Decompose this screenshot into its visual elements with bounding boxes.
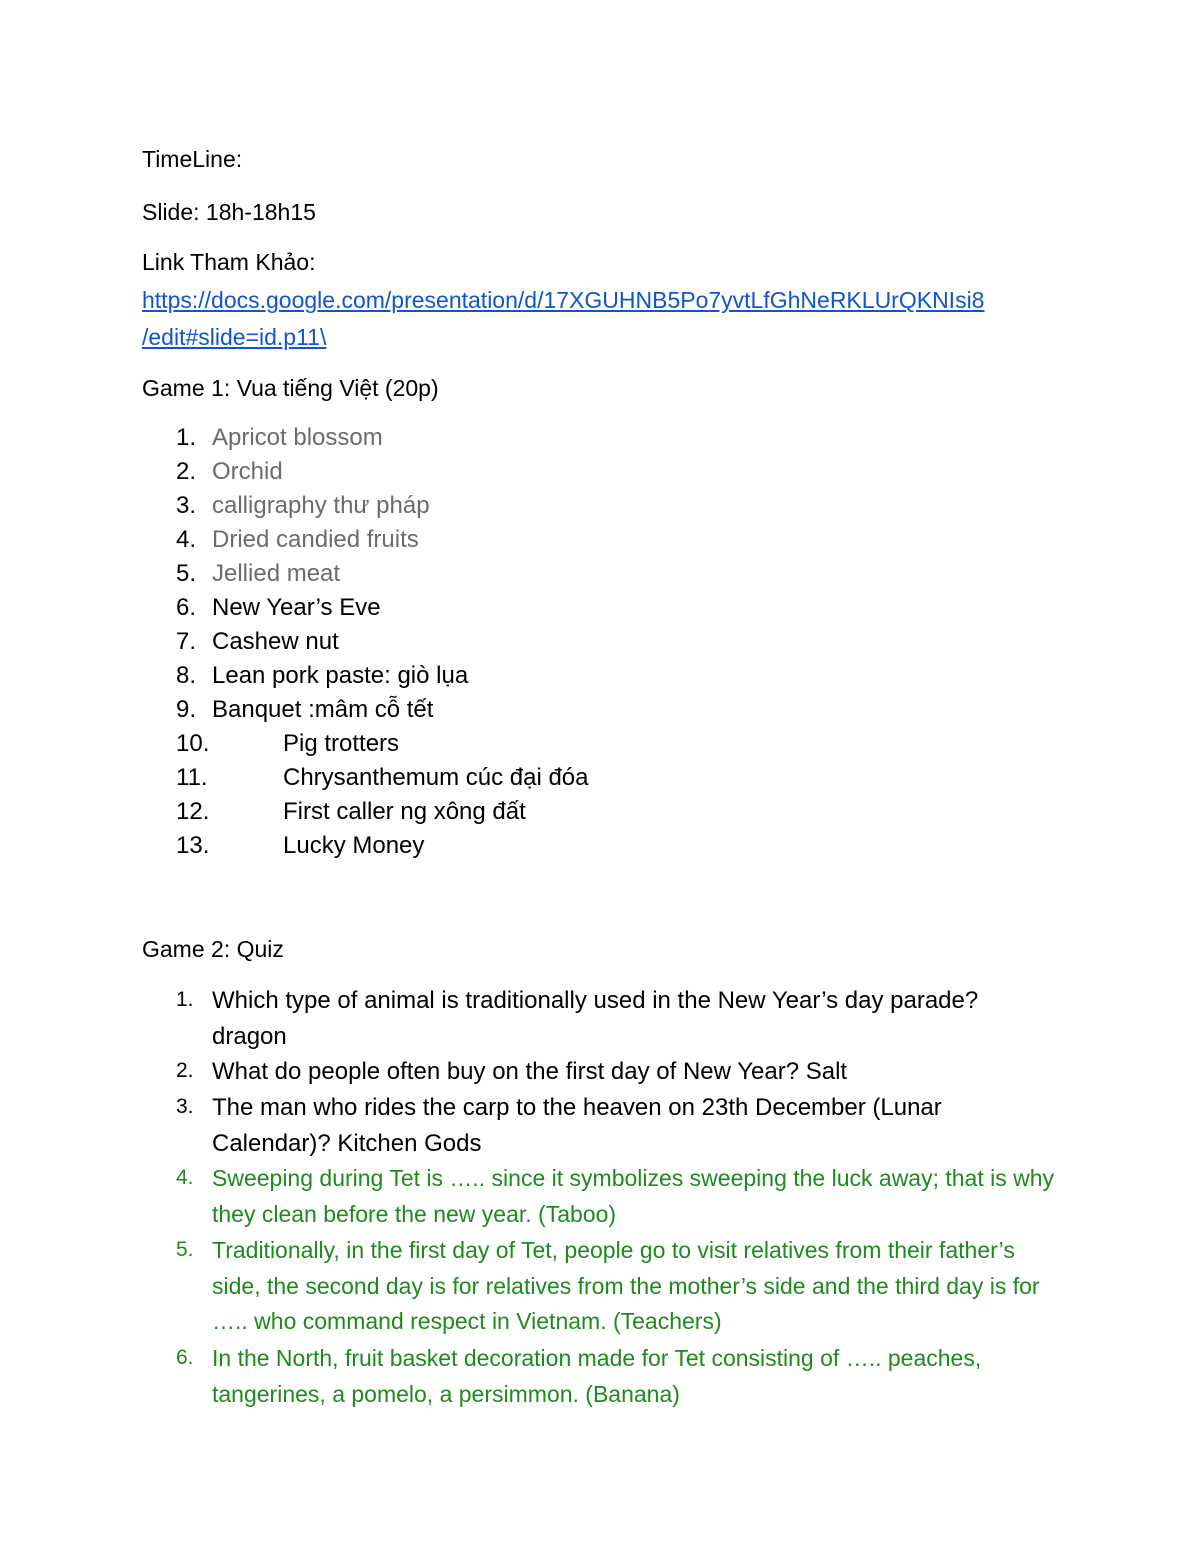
reference-link-line-1[interactable]: https://docs.google.com/presentation/d/17XGUHNB5Po7yvtLfGhNeRKLUrQKNIsi8 <box>142 287 985 313</box>
list-item-text: Orchid <box>212 458 283 485</box>
list-item-text: In the North, fruit basket decoration made for Tet consisting of ….. peaches, tangerines, a pomelo, a persimmon. (Banana) <box>212 1345 982 1407</box>
list-item-text: Chrysanthemum cúc đại đóa <box>283 764 589 791</box>
list-item-text: calligraphy thư pháp <box>212 492 430 519</box>
list-item-text: Apricot blossom <box>212 424 383 451</box>
list-item-text: Banquet :mâm cỗ tết <box>212 696 434 723</box>
list-item-number: 7. <box>176 628 197 655</box>
list-item-text: Traditionally, in the first day of Tet, people go to visit relatives from their father’s side, the second day is for relatives from the mother’s side and the third day is for ….. who command respect in Vietnam. (Teachers) <box>212 1237 1040 1334</box>
game1-title: Game 1: Vua tiếng Việt (20p) <box>142 375 439 401</box>
list-item-number: 8. <box>176 662 197 689</box>
list-item-number: 6. <box>176 1346 194 1369</box>
list-item-number: 3. <box>176 492 197 519</box>
list-item-text: The man who rides the carp to the heaven on 23th December (Lunar Calendar)? Kitchen Gods <box>212 1094 942 1157</box>
list-item-text: First caller ng xông đất <box>283 798 526 825</box>
list-item-number: 11. <box>176 764 208 791</box>
list-item-text: Which type of animal is traditionally used in the New Year’s day parade? dragon <box>212 987 979 1050</box>
reference-link-label: Link Tham Khảo: <box>142 249 316 275</box>
list-item-text: New Year’s Eve <box>212 594 381 621</box>
list-item-number: 10. <box>176 730 210 757</box>
list-item-number: 13. <box>176 832 210 859</box>
list-item-text: Jellied meat <box>212 560 341 587</box>
list-item-number: 1. <box>176 988 194 1011</box>
list-item-number: 4. <box>176 1166 194 1189</box>
slide-time-line: Slide: 18h-18h15 <box>142 199 316 225</box>
list-item-text: Lean pork paste: giò lụa <box>212 662 469 689</box>
list-item-text: What do people often buy on the first day of New Year? Salt <box>212 1058 848 1085</box>
list-item-number: 5. <box>176 560 197 587</box>
list-item-text: Lucky Money <box>283 832 425 859</box>
list-item-number: 2. <box>176 1059 194 1082</box>
list-item-number: 9. <box>176 696 197 723</box>
list-item-text: Sweeping during Tet is ….. since it symbolizes sweeping the luck away; that is why they clean before the new year. (Taboo) <box>212 1165 1055 1227</box>
list-item-number: 3. <box>176 1095 194 1118</box>
list-item-number: 12. <box>176 798 210 825</box>
list-item-number: 5. <box>176 1238 194 1261</box>
list-item-number: 1. <box>176 424 197 451</box>
list-item-text: Dried candied fruits <box>212 526 419 553</box>
list-item-number: 2. <box>176 458 197 485</box>
list-item-text: Pig trotters <box>283 730 400 757</box>
timeline-label: TimeLine: <box>142 146 243 172</box>
list-item-number: 4. <box>176 526 197 553</box>
game2-title: Game 2: Quiz <box>142 936 284 962</box>
list-item-number: 6. <box>176 594 197 621</box>
list-item-text: Cashew nut <box>212 628 339 655</box>
reference-link-line-2[interactable]: /edit#slide=id.p11\ <box>142 324 327 350</box>
